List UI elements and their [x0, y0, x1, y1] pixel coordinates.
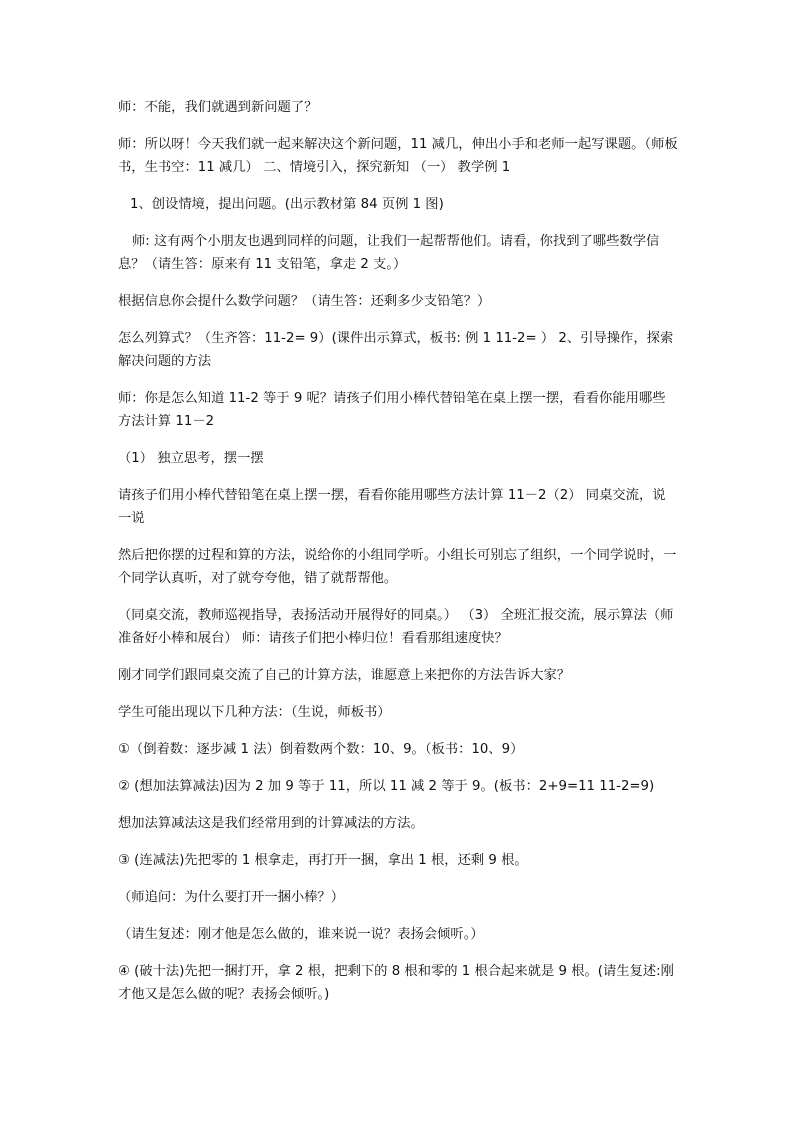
paragraph: 想加法算减法这是我们经常用到的计算减法的方法。: [118, 816, 424, 831]
paragraph: 然后把你摆的过程和算的方法，说给你的小组同学听。小组长可别忘了组织，一个同学说时，一个同学认真听，对了就夸夸他，错了就帮帮他。: [118, 548, 677, 586]
paragraph: ④ (破十法)先把一捆打开，拿 2 根，把剩下的 8 根和零的 1 根合起来就是 9 根。(请生复述:刚才他又是怎么做的呢？表扬会倾听。): [118, 964, 674, 1002]
paragraph: 刚才同学们跟同桌交流了自己的计算方法，谁愿意上来把你的方法告诉大家？: [118, 668, 571, 683]
paragraph: （师追问：为什么要打开一捆小棒？）: [118, 890, 345, 905]
paragraph: 1、创设情境，提出问题。(出示教材第 84 页例 1 图): [130, 197, 444, 212]
paragraph: 师：所以呀！今天我们就一起来解决这个新问题，11 减几，伸出小手和老师一起写课题。（师板书，生书空：11 减几） 二、情境引入，探究新知 （一） 教学例 1: [118, 137, 678, 175]
paragraph: （请生复述：刚才他是怎么做的，谁来说一说？表扬会倾听。）: [118, 927, 484, 942]
paragraph: 根据信息你会提什么数学问题？（请生答：还剩多少支铅笔？）: [118, 294, 491, 309]
paragraph: （同桌交流，教师巡视指导，表扬活动开展得好的同桌。） （3） 全班汇报交流，展示算法（师准备好小棒和展台） 师：请孩子们把小棒归位！看看那组速度快？: [118, 608, 674, 646]
paragraph: 请孩子们用小棒代替铅笔在桌上摆一摆，看看你能用哪些方法计算 11－2（2） 同桌交流，说一说: [118, 488, 666, 526]
paragraph: （1） 独立思考，摆一摆: [118, 451, 264, 466]
paragraph: 怎么列算式？（生齐答：11-2= 9）(课件出示算式，板书: 例 1 11-2= ） 2、引导操作，探索解决问题的方法: [118, 331, 674, 369]
paragraph: 师：不能，我们就遇到新问题了？: [118, 100, 318, 115]
paragraph: 师: 这有两个小朋友也遇到同样的问题，让我们一起帮帮他们。请看，你找到了哪些数学信息？（请生答：原来有 11 支铅笔，拿走 2 支。）: [118, 234, 660, 272]
paragraph: 学生可能出现以下几种方法：（生说，师板书）: [118, 705, 391, 720]
paragraph: ③ (连减法)先把零的 1 根拿走，再打开一捆，拿出 1 根，还剩 9 根。: [118, 853, 528, 868]
paragraph: ② (想加法算减法)因为 2 加 9 等于 11，所以 11 减 2 等于 9。(板书：2+9=11 11-2=9): [118, 779, 655, 794]
paragraph: ①（倒着数：逐步减 1 法）倒着数两个数：10、9。（板书：10、9）: [118, 742, 524, 757]
document-body: [118, 96, 678, 1020]
paragraph: 师：你是怎么知道 11-2 等于 9 呢？请孩子们用小棒代替铅笔在桌上摆一摆，看看你能用哪些方法计算 11－2: [118, 391, 666, 429]
